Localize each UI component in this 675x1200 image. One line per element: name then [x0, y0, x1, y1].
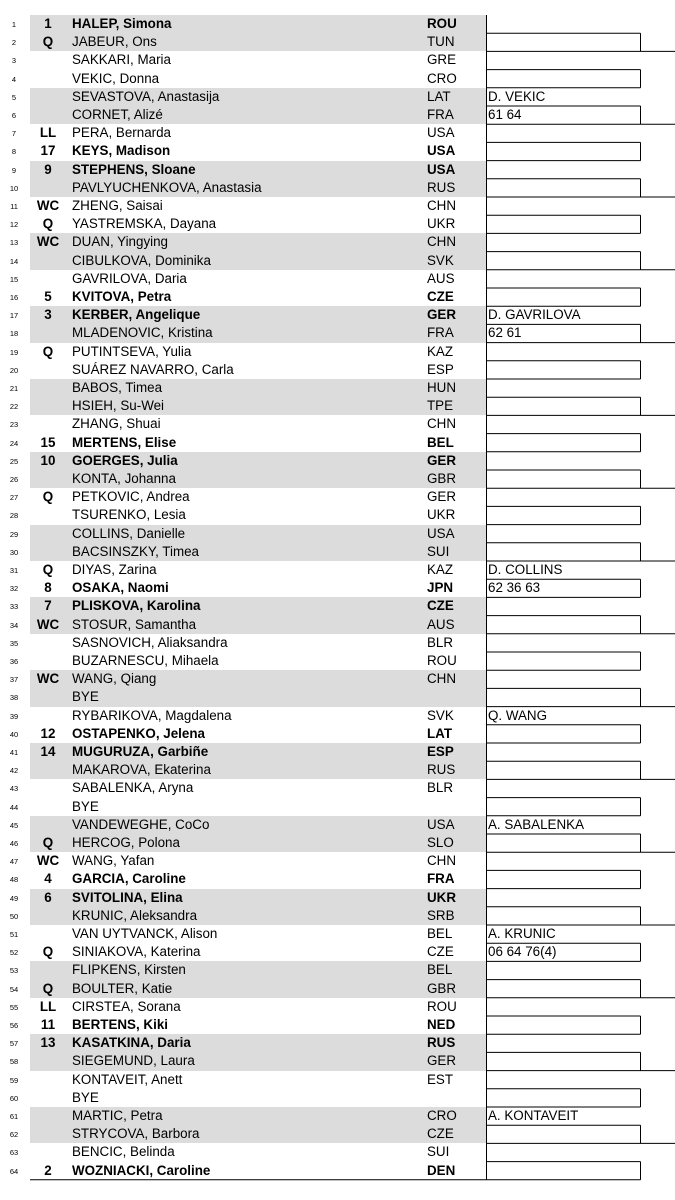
seed-entry: Q	[42, 944, 54, 960]
draw-position: 13	[9, 238, 19, 248]
draw-position: 59	[9, 1075, 19, 1085]
draw-position: 37	[9, 675, 19, 685]
player-name: BABOS, Timea	[72, 380, 163, 395]
draw-position: 30	[9, 547, 19, 557]
seed-entry: Q	[42, 980, 54, 996]
player-nation: USA	[427, 161, 456, 177]
draw-row	[0, 889, 486, 907]
player-nation: BEL	[427, 962, 453, 978]
draw-row	[0, 361, 486, 379]
draw-row	[0, 561, 486, 579]
draw-position: 38	[9, 693, 19, 703]
player-name: ZHENG, Saisai	[72, 198, 163, 213]
player-name: BENCIC, Belinda	[72, 1144, 175, 1160]
seed-entry: Q	[42, 343, 54, 359]
player-nation: USA	[427, 143, 456, 159]
draw-row	[0, 670, 486, 688]
draw-row	[0, 870, 486, 888]
draw-row	[0, 1143, 486, 1161]
draw-position: 1	[11, 20, 17, 29]
player-nation: GRE	[427, 52, 457, 68]
draw-row	[0, 161, 486, 179]
draw-position: 45	[9, 820, 19, 830]
draw-row	[0, 998, 486, 1016]
draw-position: 26	[9, 475, 19, 484]
player-nation: SUI	[427, 1144, 450, 1160]
player-nation: RUS	[427, 179, 456, 195]
draw-position: 32	[9, 584, 19, 594]
draw-row	[0, 1107, 486, 1125]
player-nation: EST	[427, 1071, 454, 1087]
draw-row	[0, 543, 486, 561]
player-nation: ESP	[427, 361, 454, 377]
match-winner: D. VEKIC	[488, 88, 546, 104]
player-nation: USA	[427, 816, 455, 832]
match-winner: Q. WANG	[488, 707, 548, 723]
seed-entry: 3	[44, 307, 52, 323]
player-name: MLADENOVIC, Kristina	[72, 325, 213, 341]
draw-row	[0, 288, 486, 306]
draw-position: 27	[9, 493, 19, 503]
draw-row	[0, 488, 486, 506]
player-nation: ROU	[427, 998, 457, 1014]
draw-position: 35	[9, 638, 19, 648]
draw-row	[0, 452, 486, 470]
draw-row	[0, 525, 486, 543]
seed-entry: 4	[44, 871, 52, 887]
player-nation: NED	[427, 1017, 456, 1032]
draw-position: 3	[11, 56, 17, 66]
player-name: SIEGEMUND, Laura	[72, 1053, 195, 1069]
player-nation: USA	[427, 525, 455, 541]
match-winner: A. SABALENKA	[488, 816, 585, 832]
draw-row	[0, 779, 486, 797]
player-name: KRUNIC, Aleksandra	[72, 907, 198, 923]
draw-position: 56	[9, 1021, 19, 1030]
seed-entry: 14	[40, 744, 56, 759]
player-nation: GER	[427, 489, 457, 505]
player-name: KONTA, Johanna	[72, 471, 176, 486]
player-nation: CHN	[427, 234, 457, 250]
player-name: MERTENS, Elise	[72, 434, 177, 450]
draw-row	[0, 415, 486, 433]
player-name: VEKIC, Donna	[72, 70, 160, 86]
draw-row	[0, 506, 486, 524]
seed-entry: Q	[42, 835, 54, 850]
match-score: 62 36 63	[488, 580, 541, 596]
draw-row	[0, 1034, 486, 1052]
player-nation: AUS	[427, 270, 455, 286]
seed-entry: WC	[36, 234, 60, 250]
player-name: GAVRILOVA, Daria	[72, 270, 187, 286]
player-nation: BLR	[427, 634, 454, 650]
draw-row	[0, 980, 486, 998]
draw-position: 29	[9, 529, 19, 539]
player-name: BERTENS, Kiki	[72, 1017, 168, 1032]
draw-position: 63	[9, 1148, 19, 1158]
player-name: SAKKARI, Maria	[72, 52, 171, 68]
player-name: BYE	[72, 689, 99, 705]
draw-row	[0, 179, 486, 197]
draw-row	[0, 142, 486, 160]
draw-row	[0, 233, 486, 251]
player-nation: CZE	[427, 944, 454, 960]
draw-row	[0, 743, 486, 761]
player-name: CIRSTEA, Sorana	[72, 998, 181, 1014]
draw-row	[0, 51, 486, 69]
seed-entry: 8	[44, 580, 52, 596]
player-nation: GER	[427, 1053, 457, 1069]
draw-row	[0, 579, 486, 597]
draw-row	[0, 852, 486, 870]
seed-entry: Q	[42, 489, 54, 505]
player-nation: CRO	[427, 70, 457, 86]
player-nation: CRO	[427, 1108, 457, 1123]
player-name: PLISKOVA, Karolina	[72, 598, 201, 614]
draw-position: 6	[11, 111, 17, 120]
player-nation: GBR	[427, 471, 457, 486]
player-name: MARTIC, Petra	[72, 1108, 163, 1123]
player-nation: UKR	[427, 889, 457, 905]
draw-row	[0, 761, 486, 779]
draw-position: 46	[9, 839, 19, 848]
draw-row	[0, 907, 486, 925]
draw-position: 64	[9, 1166, 19, 1176]
player-name: ZHANG, Shuai	[72, 416, 161, 432]
draw-position: 49	[9, 893, 19, 903]
draw-row	[0, 943, 486, 961]
draw-row	[0, 834, 486, 852]
draw-row	[0, 124, 486, 142]
match-winner: A. KONTAVEIT	[488, 1108, 579, 1123]
draw-position: 5	[11, 92, 17, 102]
draw-position: 25	[9, 456, 19, 466]
seed-entry: WC	[36, 616, 60, 632]
draw-position: 61	[9, 1112, 19, 1121]
player-nation: BEL	[427, 926, 453, 941]
player-nation: CZE	[427, 289, 454, 304]
seed-entry: 15	[40, 434, 56, 450]
player-nation: TPE	[427, 398, 454, 414]
player-nation: RUS	[427, 1035, 456, 1051]
draw-position: 23	[9, 420, 19, 430]
player-name: VAN UYTVANCK, Alison	[72, 926, 218, 941]
draw-position: 10	[9, 183, 19, 193]
seed-entry: LL	[39, 125, 57, 141]
draw-position: 48	[9, 875, 19, 885]
seed-entry: 11	[40, 1017, 56, 1032]
draw-row	[0, 1089, 486, 1107]
draw-position: 19	[9, 347, 19, 357]
draw-position: 33	[9, 602, 19, 612]
player-name: PUTINTSEVA, Yulia	[72, 343, 192, 359]
player-name: BACSINSZKY, Timea	[72, 543, 200, 559]
seed-entry: Q	[42, 216, 54, 232]
player-name: DUAN, Yingying	[72, 234, 169, 250]
draw-position: 39	[9, 711, 19, 721]
player-nation: GBR	[427, 980, 457, 996]
draw-row	[0, 106, 486, 124]
draw-row	[0, 15, 486, 33]
player-name: CIBULKOVA, Dominika	[72, 252, 211, 268]
draw-row	[0, 215, 486, 233]
match-winner: D. GAVRILOVA	[488, 307, 581, 323]
player-nation: CHN	[427, 198, 457, 213]
player-nation: FRA	[427, 107, 454, 122]
draw-row	[0, 252, 486, 270]
draw-row	[0, 1016, 486, 1034]
match-score: 61 64	[488, 107, 522, 122]
draw-row	[0, 197, 486, 215]
player-nation: AUS	[427, 616, 455, 632]
seed-entry: 1	[44, 16, 52, 31]
draw-row	[0, 379, 486, 397]
player-nation: TUN	[427, 34, 455, 50]
player-nation: KAZ	[427, 343, 454, 359]
seed-entry: 5	[44, 289, 52, 304]
player-nation: CZE	[427, 1126, 454, 1142]
player-name: TSURENKO, Lesia	[72, 507, 186, 523]
draw-row	[0, 634, 486, 652]
draw-position: 47	[9, 857, 19, 867]
draw-row	[0, 70, 486, 88]
draw-position: 4	[11, 74, 17, 84]
player-name: SUÁREZ NAVARRO, Carla	[72, 361, 234, 377]
seed-entry: 12	[40, 725, 56, 741]
player-nation: FRA	[427, 325, 454, 341]
draw-position: 18	[9, 329, 19, 339]
draw-position: 44	[9, 802, 19, 812]
draw-row	[0, 1125, 486, 1143]
draw-row	[0, 397, 486, 415]
player-name: MUGURUZA, Garbiñe	[72, 744, 209, 759]
player-nation: UKR	[427, 216, 456, 232]
player-name: WOZNIACKI, Caroline	[72, 1162, 211, 1178]
seed-entry: 13	[40, 1035, 56, 1051]
draw-row	[0, 707, 486, 725]
draw-position: 36	[9, 657, 19, 666]
draw-row	[0, 798, 486, 816]
draw-row	[0, 1052, 486, 1070]
match-winner: A. KRUNIC	[488, 926, 556, 941]
draw-row	[0, 597, 486, 615]
player-name: STEPHENS, Sloane	[72, 161, 196, 177]
player-name: VANDEWEGHE, CoCo	[72, 816, 210, 832]
draw-position: 7	[11, 129, 17, 139]
player-nation: LAT	[427, 725, 453, 741]
draw-row	[0, 925, 486, 943]
seed-entry: Q	[42, 562, 54, 577]
player-name: KERBER, Angelique	[72, 307, 201, 323]
draw-position: 43	[9, 784, 19, 794]
seed-entry: WC	[36, 671, 60, 687]
player-nation: GER	[427, 452, 457, 468]
player-name: SASNOVICH, Aliaksandra	[72, 634, 228, 650]
player-name: SABALENKA, Aryna	[72, 780, 194, 796]
player-name: BUZARNESCU, Mihaela	[72, 653, 219, 668]
player-nation: SRB	[427, 907, 455, 923]
draw-row	[0, 470, 486, 488]
draw-row	[0, 88, 486, 106]
draw-row	[0, 961, 486, 979]
player-name: STRYCOVA, Barbora	[72, 1126, 200, 1142]
player-nation: CHN	[427, 671, 457, 687]
player-name: SVITOLINA, Elina	[72, 889, 183, 905]
draw-position: 40	[9, 729, 19, 739]
player-nation: CHN	[427, 853, 457, 869]
player-nation: BLR	[427, 780, 454, 796]
player-nation: GER	[427, 307, 457, 323]
player-name: KEYS, Madison	[72, 143, 171, 159]
draw-position: 15	[9, 274, 19, 284]
player-nation: CHN	[427, 416, 457, 432]
player-name: STOSUR, Samantha	[72, 616, 197, 632]
player-nation: LAT	[427, 88, 451, 104]
player-name: COLLINS, Danielle	[72, 525, 186, 541]
player-nation: DEN	[427, 1162, 456, 1178]
draw-position: 22	[9, 402, 19, 412]
draw-position: 12	[9, 220, 19, 230]
player-nation: RUS	[427, 762, 456, 778]
draw-row	[0, 725, 486, 743]
player-name: PAVLYUCHENKOVA, Anastasia	[72, 179, 262, 195]
seed-entry: Q	[42, 34, 54, 50]
player-name: BYE	[72, 1089, 99, 1105]
seed-entry: 10	[40, 452, 56, 468]
player-nation: ROU	[427, 653, 457, 668]
player-nation: JPN	[427, 580, 454, 596]
draw-position: 51	[9, 930, 19, 939]
draw-position: 9	[11, 165, 17, 175]
draw-position: 57	[9, 1039, 19, 1049]
draw-position: 16	[9, 293, 19, 302]
seed-entry: 6	[44, 889, 52, 905]
draw-position: 62	[9, 1130, 19, 1140]
player-name: OSTAPENKO, Jelena	[72, 725, 205, 741]
seed-entry: LL	[39, 998, 57, 1014]
player-nation: SLO	[427, 835, 454, 850]
draw-position: 31	[9, 566, 19, 575]
player-nation: SUI	[427, 543, 450, 559]
draw-row	[0, 270, 486, 288]
draw-position: 11	[10, 202, 18, 211]
player-name: MAKAROVA, Ekaterina	[72, 762, 211, 778]
player-nation: BEL	[427, 434, 454, 450]
draw-row	[0, 33, 486, 51]
draw-position: 8	[11, 147, 17, 157]
player-nation: UKR	[427, 507, 456, 523]
seed-entry: 9	[44, 161, 52, 177]
draw-row	[0, 688, 486, 706]
draw-row	[0, 434, 486, 452]
player-nation: HUN	[427, 380, 457, 395]
draw-position: 34	[9, 620, 19, 630]
draw-row	[0, 652, 486, 670]
player-nation: FRA	[427, 871, 455, 887]
player-name: PETKOVIC, Andrea	[72, 489, 190, 505]
seed-entry: WC	[36, 853, 60, 869]
draw-row	[0, 306, 486, 324]
draw-row	[0, 1071, 486, 1089]
draw-position: 53	[9, 966, 19, 976]
draw-position: 28	[9, 511, 19, 521]
player-name: HSIEH, Su-Wei	[72, 398, 165, 414]
player-name: HERCOG, Polona	[72, 835, 180, 850]
player-nation: SVK	[427, 707, 454, 723]
match-score: 62 61	[488, 325, 522, 341]
draw-position: 41	[9, 748, 19, 757]
player-nation: CZE	[427, 598, 454, 614]
draw-position: 58	[9, 1057, 19, 1067]
seed-entry: 7	[44, 598, 52, 614]
seed-entry: WC	[36, 198, 60, 213]
player-name: WANG, Yafan	[72, 853, 155, 869]
draw-row	[0, 324, 486, 342]
player-name: CORNET, Alizé	[72, 107, 163, 122]
draw-position: 17	[9, 311, 19, 321]
seed-entry: 17	[40, 143, 56, 159]
draw-position: 55	[9, 1002, 19, 1012]
draw-row	[0, 343, 486, 361]
draw-position: 21	[9, 384, 19, 393]
match-winner: D. COLLINS	[488, 562, 563, 577]
player-name: JABEUR, Ons	[72, 34, 157, 50]
draw-row	[0, 616, 486, 634]
draw-position: 14	[9, 256, 19, 266]
draw-row	[0, 1162, 486, 1180]
seed-entry: 2	[44, 1162, 52, 1178]
player-name: BYE	[72, 798, 99, 814]
player-nation: KAZ	[427, 562, 454, 577]
player-name: YASTREMSKA, Dayana	[72, 216, 217, 232]
player-nation: SVK	[427, 252, 454, 268]
player-name: OSAKA, Naomi	[72, 580, 169, 596]
draw-position: 54	[9, 984, 19, 994]
player-name: FLIPKENS, Kirsten	[72, 962, 186, 978]
player-nation: ROU	[427, 16, 457, 31]
player-name: RYBARIKOVA, Magdalena	[72, 707, 232, 723]
player-name: GOERGES, Julia	[72, 452, 178, 468]
player-name: DIYAS, Zarina	[72, 562, 157, 577]
player-name: SINIAKOVA, Katerina	[72, 944, 201, 960]
draw-position: 50	[9, 911, 19, 921]
player-name: KASATKINA, Daria	[72, 1035, 191, 1051]
player-nation: ESP	[427, 744, 454, 759]
draw-position: 42	[9, 766, 19, 776]
match-score: 06 64 76(4)	[488, 944, 557, 960]
player-name: BOULTER, Katie	[72, 980, 173, 996]
player-name: GARCIA, Caroline	[72, 871, 186, 887]
draw-row	[0, 816, 486, 834]
player-name: SEVASTOVA, Anastasija	[72, 88, 220, 104]
draw-position: 20	[9, 365, 19, 375]
draw-position: 24	[9, 438, 19, 448]
player-name: HALEP, Simona	[72, 16, 172, 31]
player-name: PERA, Bernarda	[72, 125, 171, 141]
draw-position: 2	[11, 38, 17, 48]
draw-position: 52	[9, 948, 19, 958]
draw-position: 60	[9, 1093, 19, 1103]
player-name: KVITOVA, Petra	[72, 289, 172, 304]
player-nation: USA	[427, 125, 455, 141]
player-name: KONTAVEIT, Anett	[72, 1071, 183, 1087]
player-name: WANG, Qiang	[72, 671, 157, 687]
